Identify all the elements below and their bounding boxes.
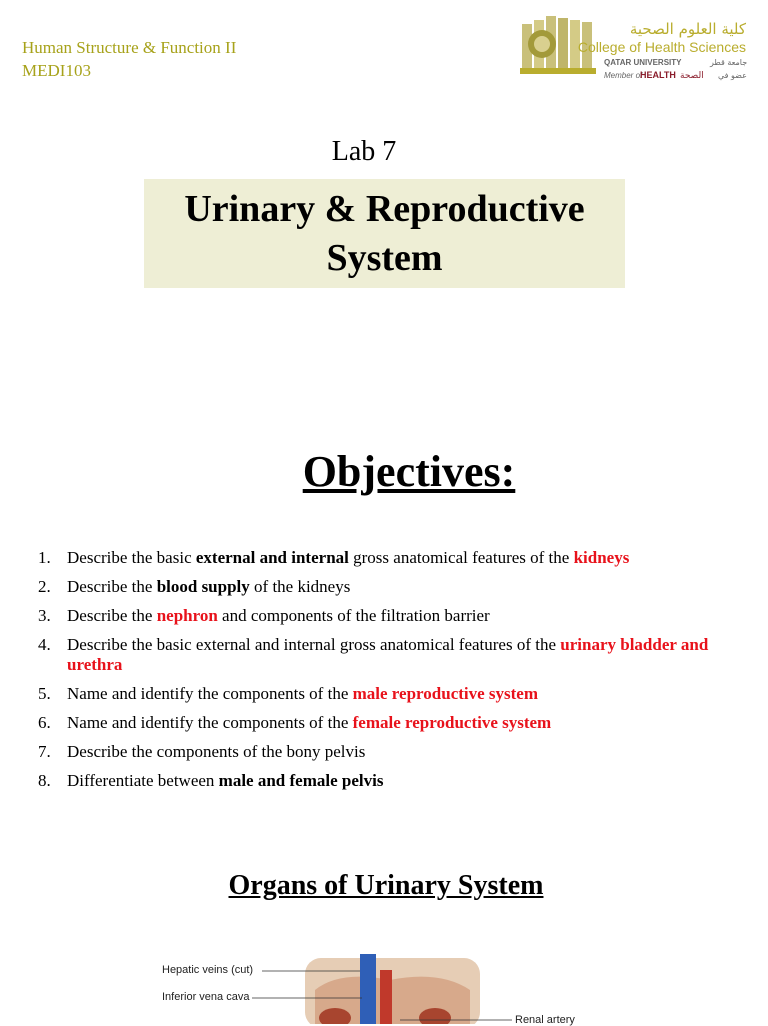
objectives-list: [38, 548, 718, 800]
course-code: MEDI103: [22, 61, 91, 80]
bold-term: blood supply: [156, 577, 250, 596]
urinary-system-figure: [150, 950, 590, 1024]
highlighted-term: female reproductive system: [352, 713, 552, 732]
objective-item: [38, 742, 718, 762]
logo-university: QATAR UNIVERSITY: [604, 58, 682, 67]
objective-text: [67, 713, 718, 733]
course-header: [22, 36, 236, 82]
objective-number: 8.: [38, 771, 51, 790]
course-name: Human Structure & Function II: [22, 38, 237, 57]
objective-item: [38, 771, 718, 791]
bold-term: external and internal: [195, 548, 349, 567]
objective-item: [38, 548, 718, 568]
objective-text: [67, 684, 718, 704]
objective-text: [67, 548, 718, 568]
logo-member-arabic-suffix: عضو في: [718, 71, 747, 80]
objective-number: 1.: [38, 548, 51, 567]
organs-heading: Organs of Urinary System: [228, 870, 544, 901]
objective-text-part: and components of the filtration barrier: [217, 606, 490, 625]
highlighted-term: male reproductive system: [352, 684, 539, 703]
objective-text-part: Describe the components of the bony pelvis: [67, 742, 366, 761]
logo-arabic-name: كلية العلوم الصحية: [629, 20, 746, 38]
bold-term: male and female pelvis: [218, 771, 384, 790]
highlighted-term: urinary bladder and urethra: [67, 635, 709, 674]
objective-text: [67, 577, 718, 597]
label-inferior-vena-cava: Inferior vena cava: [162, 991, 250, 1003]
title-line-1: Urinary & Reproductive: [184, 188, 585, 230]
objective-text-part: of the kidneys: [249, 577, 351, 596]
college-logo: [520, 14, 752, 86]
objective-text-part: Describe the basic external and internal gross anatomical features of the: [67, 635, 561, 654]
logo-university-arabic: جامعة قطر: [710, 58, 748, 67]
objective-number: 5.: [38, 684, 51, 703]
logo-member-prefix: Member of: [604, 71, 643, 80]
logo-member-arabic: الصحة: [680, 71, 704, 81]
label-hepatic-veins: Hepatic veins (cut): [162, 964, 254, 976]
objective-number: 7.: [38, 742, 51, 761]
objective-text: [67, 771, 718, 791]
objective-text-part: Describe the basic: [67, 548, 196, 567]
lab-label: Lab 7: [331, 136, 397, 167]
objective-item: [38, 684, 718, 704]
objective-text-part: Describe the: [67, 577, 157, 596]
objective-text-part: Name and identify the components of the: [67, 684, 353, 703]
title-line-2: System: [326, 237, 443, 279]
objective-text-part: Describe the: [67, 606, 157, 625]
objective-text: [67, 742, 718, 762]
objective-text: [67, 606, 718, 626]
objective-item: [38, 713, 718, 733]
logo-english-name: College of Health Sciences: [577, 39, 746, 55]
highlighted-term: nephron: [156, 606, 218, 625]
objective-number: 3.: [38, 606, 51, 625]
objective-text: [67, 635, 718, 675]
objective-text-part: Differentiate between: [67, 771, 219, 790]
objective-item: [38, 606, 718, 626]
objective-number: 2.: [38, 577, 51, 596]
objective-number: 6.: [38, 713, 51, 732]
highlighted-term: kidneys: [573, 548, 630, 567]
page-title: [144, 179, 625, 288]
logo-member-health: HEALTH: [640, 70, 676, 80]
objective-text-part: Name and identify the components of the: [67, 713, 353, 732]
urinary-anatomy-illustration: [150, 950, 590, 1024]
objective-text-part: gross anatomical features of the: [348, 548, 574, 567]
college-emblem-icon: [520, 14, 752, 86]
label-renal-artery: Renal artery: [515, 1014, 575, 1026]
objective-item: [38, 635, 718, 675]
objectives-heading: Objectives:: [302, 447, 516, 496]
objective-item: [38, 577, 718, 597]
objective-number: 4.: [38, 635, 51, 654]
